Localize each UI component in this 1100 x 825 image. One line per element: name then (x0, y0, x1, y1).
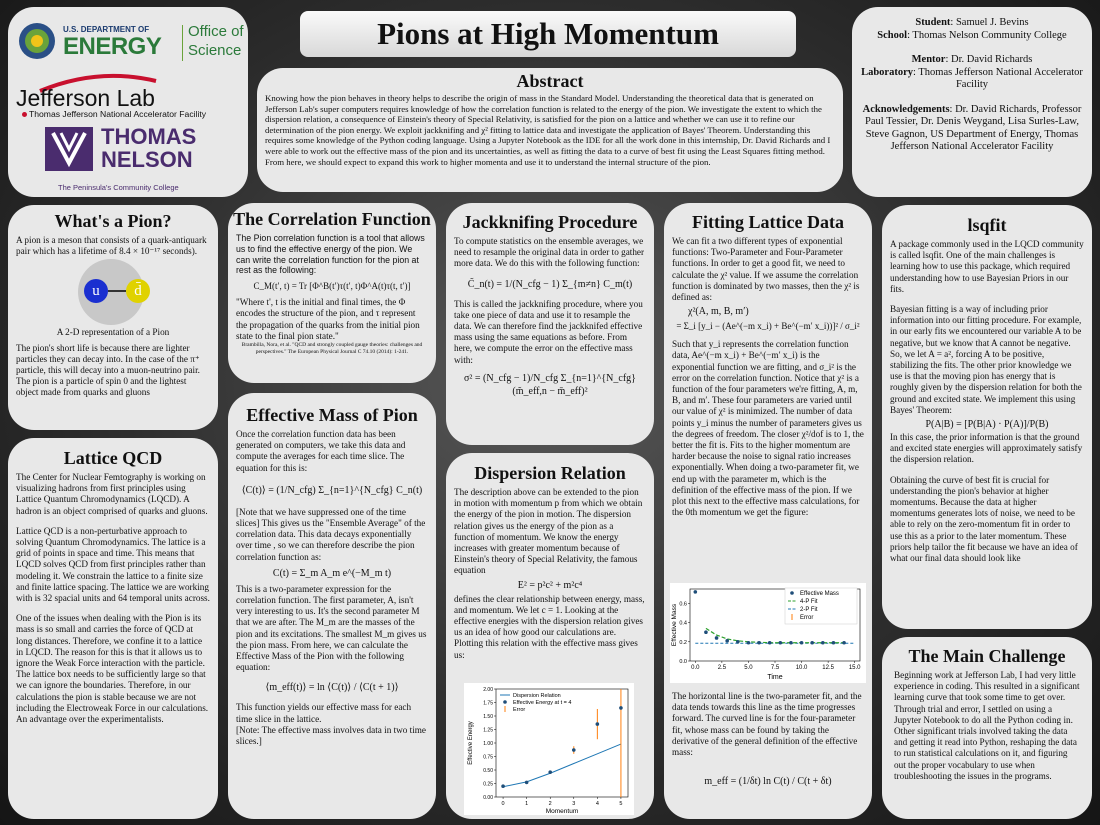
jack-text-2: This is called the jackknifing procedure, where you take one piece of data and use it to resample the data. We can therefore find the jackknifed effective mass using the same equations as before. From here, we compute the error on the effective mass with: (454, 298, 643, 365)
y-tick-label: 0.2 (679, 639, 687, 646)
data-point (715, 636, 719, 640)
jackknife-panel (446, 203, 654, 445)
lsq-p1: A package commonly used in the LQCD community is called lsqfit. One of the main challenges is learning how to use this package, which required understanding how to use Bayesian Priors in our fits. (890, 239, 1084, 294)
legend-item: Error (800, 615, 814, 621)
jlab-full: Thomas Jefferson National Accelerator Facility (22, 109, 206, 119)
x-tick-label: 0.0 (691, 665, 700, 671)
x-tick-label: 7.5 (770, 665, 780, 671)
data-point (768, 641, 772, 645)
doe-line2: ENERGY (63, 33, 162, 60)
abstract-title: Abstract (516, 71, 584, 91)
doe-office: Office of (188, 23, 244, 40)
data-point (779, 641, 783, 645)
y-tick-label: 0.50 (483, 768, 493, 774)
y-tick-label: 1.75 (483, 700, 493, 707)
corr-text-2: "Where t', t is the initial and final times, the Φ encodes the structure of the pion, and τ represent the propagation of the quarks from the initial pion state to the final pion state." (236, 297, 420, 341)
x-tick-label: 3 (572, 801, 576, 807)
jackknife-title: Jackknifing Procedure (462, 212, 638, 232)
fitting-title: Fitting Lattice Data (692, 212, 844, 232)
legend-item: Effective Energy at t = 4 (513, 700, 572, 706)
legend-swatch-point (503, 700, 507, 704)
lab-line: Laboratory: Thomas Jefferson National Accelerator Facility (861, 66, 1083, 90)
effmass-eq-3: ⟨m_eff(t)⟩ = ln ⟨C(t)⟩ / ⟨C(t + 1)⟩ (265, 682, 399, 694)
lattice-title: Lattice QCD (63, 448, 163, 468)
fit-eq-2: m_eff = (1/δt) ln C(t) / C(t + δt) (704, 776, 832, 787)
disp-eq: E² = p²c² + m²c⁴ (517, 579, 583, 591)
dispersion-chart (464, 683, 634, 815)
effmass-text-4: This function yields our effective mass for each time slice in the lattice. (236, 702, 412, 724)
fitting-panel (664, 203, 872, 819)
data-point (572, 748, 576, 752)
legend-item: 2-P Fit (800, 607, 818, 613)
x-tick-label: 1 (525, 801, 529, 807)
disp-text-1: The description above can be extended to the pion in motion with momentum p from which we obtain the energy of the pion in motion. The dispersion relation gives us the energy of the pion as a function of momentum. We know the energy increases with greater momentum because of Einstein's theory of Special Relativity, the famous equation (454, 487, 643, 576)
effmass-text-1: Once the correlation function data has been generated on computers, we take this data and compute the averages for each time slice. The equation for this is: (236, 429, 406, 473)
jlab-name: Jefferson Lab (16, 85, 155, 111)
doe-science: Science (188, 42, 242, 59)
legend-item: Error (513, 707, 526, 713)
tnc-tagline: The Peninsula's Community College (58, 183, 179, 192)
lsq-p2: Bayesian fitting is a way of including prior information into our fitting procedure. For example, in our early fits we encountered our variable A to be negative, but we know that A cannot be negative. So, we let A = a², forcing A to be positive, stabilizing the fits. The other prior knowledge we use is that the moving pion has energy that is roughly given by the dispersion relation for both the ground and excited state. We implement this using Bayes' Theorem: (890, 304, 1082, 415)
effmass-eq-1: ⟨C(t)⟩ = (1/N_cfg) Σ_{n=1}^{N_cfg} C_n(t) (241, 484, 423, 496)
data-point (596, 722, 600, 726)
dispersion-title: Dispersion Relation (474, 463, 626, 483)
data-point (525, 781, 529, 785)
data-point (501, 784, 505, 788)
effmass-title: Effective Mass of Pion (246, 405, 418, 425)
data-point (810, 641, 814, 645)
lattice-text (8, 472, 218, 725)
fit-text-2: Such that y_i represents the correlation function data, Ae^(−m x_i) + Be^(−m′ x_i) is the exponential function we are fitting, and σ_i² is the error on the correlation function. Notice that χ² is a function of the four parameters we're fitting, A, m, B, and m′. These four parameters are varied until our value of χ² is minimized. The number of data points y_i minus the number of parameters gives us the degrees of freedom. The closer χ²/dof is to 1, the better the fit is. Fits to the higher momentum are harder because the noise to signal ratio increases exponentially. When doing a two-parameter fit, we end up with the parameter m, which is the definition of the effective mass of the pion. If we plot this next to the effective mass calculations, for the 0th momentum we get the figure: (672, 339, 864, 518)
x-tick-label: 0 (501, 801, 505, 807)
effmass-text-5: [Note: The effective mass involves data in two time slices.] (236, 724, 426, 747)
y-axis-label: Effective Energy (468, 721, 474, 765)
lsqfit-title: lsqfit (967, 215, 1007, 235)
lsq-text (882, 239, 1092, 564)
x-tick-label: 4 (595, 801, 599, 807)
data-point (821, 641, 825, 645)
data-point (800, 641, 804, 645)
x-axis-label: Time (767, 674, 783, 681)
doe-seal-icon (18, 22, 56, 60)
mentor-line: Mentor: Dr. David Richards (911, 54, 1033, 65)
title-banner (300, 11, 796, 57)
student-line: Student: Samuel J. Bevins (915, 17, 1029, 28)
x-tick-label: 15.0 (848, 665, 861, 671)
y-tick-label: 0.00 (483, 795, 493, 801)
pion-text-1: A pion is a meson that consists of a quark-antiquark pair which has a lifetime of 8.4 × 10⁻¹⁷ seconds). (16, 235, 207, 257)
ack-line: Acknowledgements: Dr. David Richards, Professor Paul Tessier, Dr. Denis Weygand, Lisa Surles-Law, Steve Gagnon, US Department of Energy, Thomas Jefferson National Accelerator Facility (862, 103, 1082, 152)
legend-item: 4-P Fit (800, 599, 818, 605)
y-axis-label: Effective Mass (671, 603, 678, 647)
data-point (736, 640, 740, 644)
data-point (694, 590, 698, 594)
lattice-p3: One of the issues when dealing with the Pion is its mass is so small and carries the force of QCD at long distances. Therefore, we confine it to a lattice in LQCD. The reason for this is that it allows us to ignore the Weak Force interaction with the particle. The lattice box needs to be sufficiently large so that we can ignore the boundaries. Therefore, in our calculations the pion is stable because we are not including the Electroweak Force in our calculations. An advantage over the experimentalists. (16, 613, 209, 725)
data-point (548, 770, 552, 774)
y-tick-label: 0.75 (483, 754, 493, 761)
page-title: Pions at High Momentum (377, 16, 719, 51)
doe-divider (182, 25, 183, 61)
x-tick-label: 5 (619, 801, 623, 807)
data-point (747, 641, 751, 645)
info-panel (852, 7, 1092, 197)
tnc-line2: NELSON (101, 147, 193, 172)
jack-eq-2: σ² = (N_cfg − 1)/N_cfg Σ_{n=1}^{N_cfg} (m̃_eff,n − m̄_eff)² (464, 372, 636, 397)
challenge-text: Beginning work at Jefferson Lab, I had very little experience in coding. This resulted in a significant learning curve that took some time to get over. Through trial and error, I settled on using a Jupyter Notebook to do all the Python coding in. Other significant trials involved taking the data and getting it read into Python, reshaping the data to run statistical calculations on it, and figuring out the proper vocabulary to use when troubleshooting the issues in the programs. (894, 670, 1080, 781)
lsq-p4: Obtaining the curve of best fit is crucial for understanding the pion's behavior at higher momentums. Because the data at higher momentums generates lots of noise, we need to be able to rely on the zero-momentum fit in order to use this as a prior to the later momentum. These priors help tailor the fit because we have an idea of what our final data should look like (890, 474, 1078, 564)
doe-line1: U.S. DEPARTMENT OF (63, 25, 150, 34)
y-tick-label: 1.50 (483, 714, 493, 720)
pion-title: What's a Pion? (54, 211, 172, 231)
abstract-text: Knowing how the pion behaves in theory helps to describe the origin of mass in the Standard Model. Understanding the theoretical data that is generated on Jefferson Lab's super computers requires knowledge of how the correlation function is related to the energy of the pion. We investigate the extent to which the dispersion relation, a consequence of Einstein's theory of Special Relativity, is satisfied for the pion on a lattice and whether we can use it to refine our determination of the pion energy. We exploit jackknifing and χ² fitting to lattice data and investigate the application of Bayes' Theorem. Understanding this requires some knowledge of the Python coding language. Using a Jupyter Notebook as the IDE for all the work done in this internship, Dr. David Richards and I were able to work out the effective mass of the pion and its uncertainties, as well as fitting the data to a curve of best fit using the Least Squares fitting method. From here, we should expect to expand this work to higher momenta and use it to understand the internal structure of the pion. (265, 93, 831, 167)
legend-swatch-point (790, 591, 794, 595)
x-tick-label: 5.0 (744, 665, 753, 671)
school-line: School: Thomas Nelson Community College (877, 29, 1067, 41)
data-point (789, 641, 793, 645)
x-axis-label: Momentum (545, 808, 579, 815)
effmass-panel (228, 393, 436, 819)
logos-panel (8, 7, 248, 197)
effmass-text-3: This is a two-parameter expression for the correlation function. The first parameter, A, isn't very interesting to us. It's the second parameter M that we are after. The M_m are the masses of the pion and its excitations. The smallest M_m gives us the pion mass. From here, we can calculate the Effective Mass of the Pion with the following equation: (236, 583, 427, 673)
abstract-panel (257, 68, 843, 192)
lattice-p2: Lattice QCD is a non-perturbative approach to solving Quantum Chromodynamics. The lattice is a grid of points in space and time. This means that LQCD solves QCD from first principles rather than modeling it. We constrain the lattice to a finite size and finite lattice spacing. The lattice we are working with is 32 spacial units and 64 temporal units across. (16, 525, 210, 604)
lsqfit-panel (882, 205, 1092, 629)
y-tick-label: 0.4 (679, 620, 687, 627)
quark-antid-icon: d̄ (126, 279, 150, 303)
effmass-eq-2: C(t) = Σ_m A_m e^(−M_m t) (272, 567, 392, 579)
correlation-panel (228, 203, 436, 383)
effective-mass-chart (670, 583, 866, 683)
challenge-title: The Main Challenge (908, 646, 1066, 666)
fit-eq-1b: = Σ_i [y_i − (Ae^(−m x_i) + Be^(−m′ x_i))]² / σ_i² (676, 321, 860, 332)
y-tick-label: 0.25 (483, 781, 493, 788)
data-point (757, 641, 761, 645)
x-tick-label: 2 (548, 801, 552, 807)
lsq-eq: P(A|B) = [P(B|A) · P(A)]/P(B) (925, 419, 1049, 431)
legend-item: Dispersion Relation (513, 693, 561, 699)
pion-caption: A 2-D representation of a Pion (56, 327, 170, 338)
data-point (725, 639, 729, 643)
corr-citation: Brambilla, Nora, et al. "QCD and strongly coupled gauge theories: challenges and perspectives." The European Physical Journal C 74.10 (2014): 1-241. (241, 342, 423, 355)
y-tick-label: 1.00 (483, 741, 493, 747)
x-tick-label: 2.5 (717, 665, 727, 671)
data-point (832, 641, 836, 645)
tnc-line1: THOMAS (101, 124, 197, 149)
fit-text-3: The horizontal line is the two-parameter fit, and the data tends towards this line as the time progresses forward. The curved line is for the four-parameter fit, whose mass can be found by taking the derivative of the general definition of the effective mass: (672, 691, 862, 758)
data-point (619, 706, 623, 710)
tnc-shield-icon (45, 127, 93, 171)
data-point (842, 641, 846, 645)
pion-panel (8, 205, 218, 430)
quark-u-icon: u (84, 279, 108, 303)
pion-text-2: The pion's short life is because there are lighter particles they can decay into. In the case of the π⁺ particle, this will decay into a muon-neutrino pair. The pion is a particle of spin 0 and the lightest object made from quarks and gluons (16, 342, 200, 398)
correlation-title: The Correlation Function (233, 209, 431, 229)
pion-diagram (8, 257, 218, 327)
dispersion-relation-line (503, 744, 621, 787)
data-point (704, 630, 708, 634)
jack-eq-1: C̃_n(t) = 1/(N_cfg − 1) Σ_{m≠n} C_m(t) (467, 278, 633, 290)
legend-item: Effective Mass (800, 591, 839, 597)
fit-eq-1a: χ²(A, m, B, m′) (688, 306, 749, 318)
x-tick-label: 12.5 (822, 665, 834, 671)
corr-equation: C_M(t′, t) = Tr [Φ^B(t′)τ(t′, t)Φ^A(t)τ(t, t′)] (253, 281, 411, 292)
y-tick-label: 0.6 (679, 601, 687, 608)
fit-text-1: We can fit a two different types of exponential functions: Two-Parameter and Four-Parameter functions. In order to get a good fit, we need to calculate the χ² value. If we assume the correlation function is dominated by two masses, then the χ² is defined as: (672, 236, 860, 303)
lattice-panel (8, 438, 218, 819)
corr-text-1: The Pion correlation function is a tool that allows us to find the effective energy of the pion. We can write the correlation function for the pion at rest as the following: (236, 233, 425, 276)
disp-text-2: defines the clear relationship between energy, mass, and momentum. We let c = 1. Looking at the effective energies with the dispersion relation gives us an idea of how good our calculations are. Plotting this relation with the effective mass gives us: (454, 593, 645, 660)
gluon-line (108, 290, 126, 292)
x-tick-label: 10.0 (795, 665, 808, 671)
y-tick-label: 1.25 (483, 727, 493, 734)
challenge-panel (882, 637, 1092, 819)
y-tick-label: 0.0 (679, 659, 687, 665)
jack-text-1: To compute statistics on the ensemble averages, we need to resample the original data in order to gather more data. We do this with the following function: (454, 236, 645, 269)
lattice-p1: The Center for Nuclear Femtography is working on visualizing hadrons from first principles using Lattice Quantum Chromodynamics (LQCD). A hadron is an object comprised of quarks and gluons. (16, 472, 208, 516)
lsq-p3: In this case, the prior information is that the ground and excited state energies will approximately satisfy the dispersion relation. (890, 432, 1083, 465)
y-tick-label: 2.00 (483, 687, 493, 693)
dispersion-panel (446, 453, 654, 819)
effmass-text-2: [Note that we have suppressed one of the time slices] This gives us the "Ensemble Average" of the correlation data. This data decays exponentially over time , so we can therefore describe the pion correlation function as: (236, 506, 426, 562)
